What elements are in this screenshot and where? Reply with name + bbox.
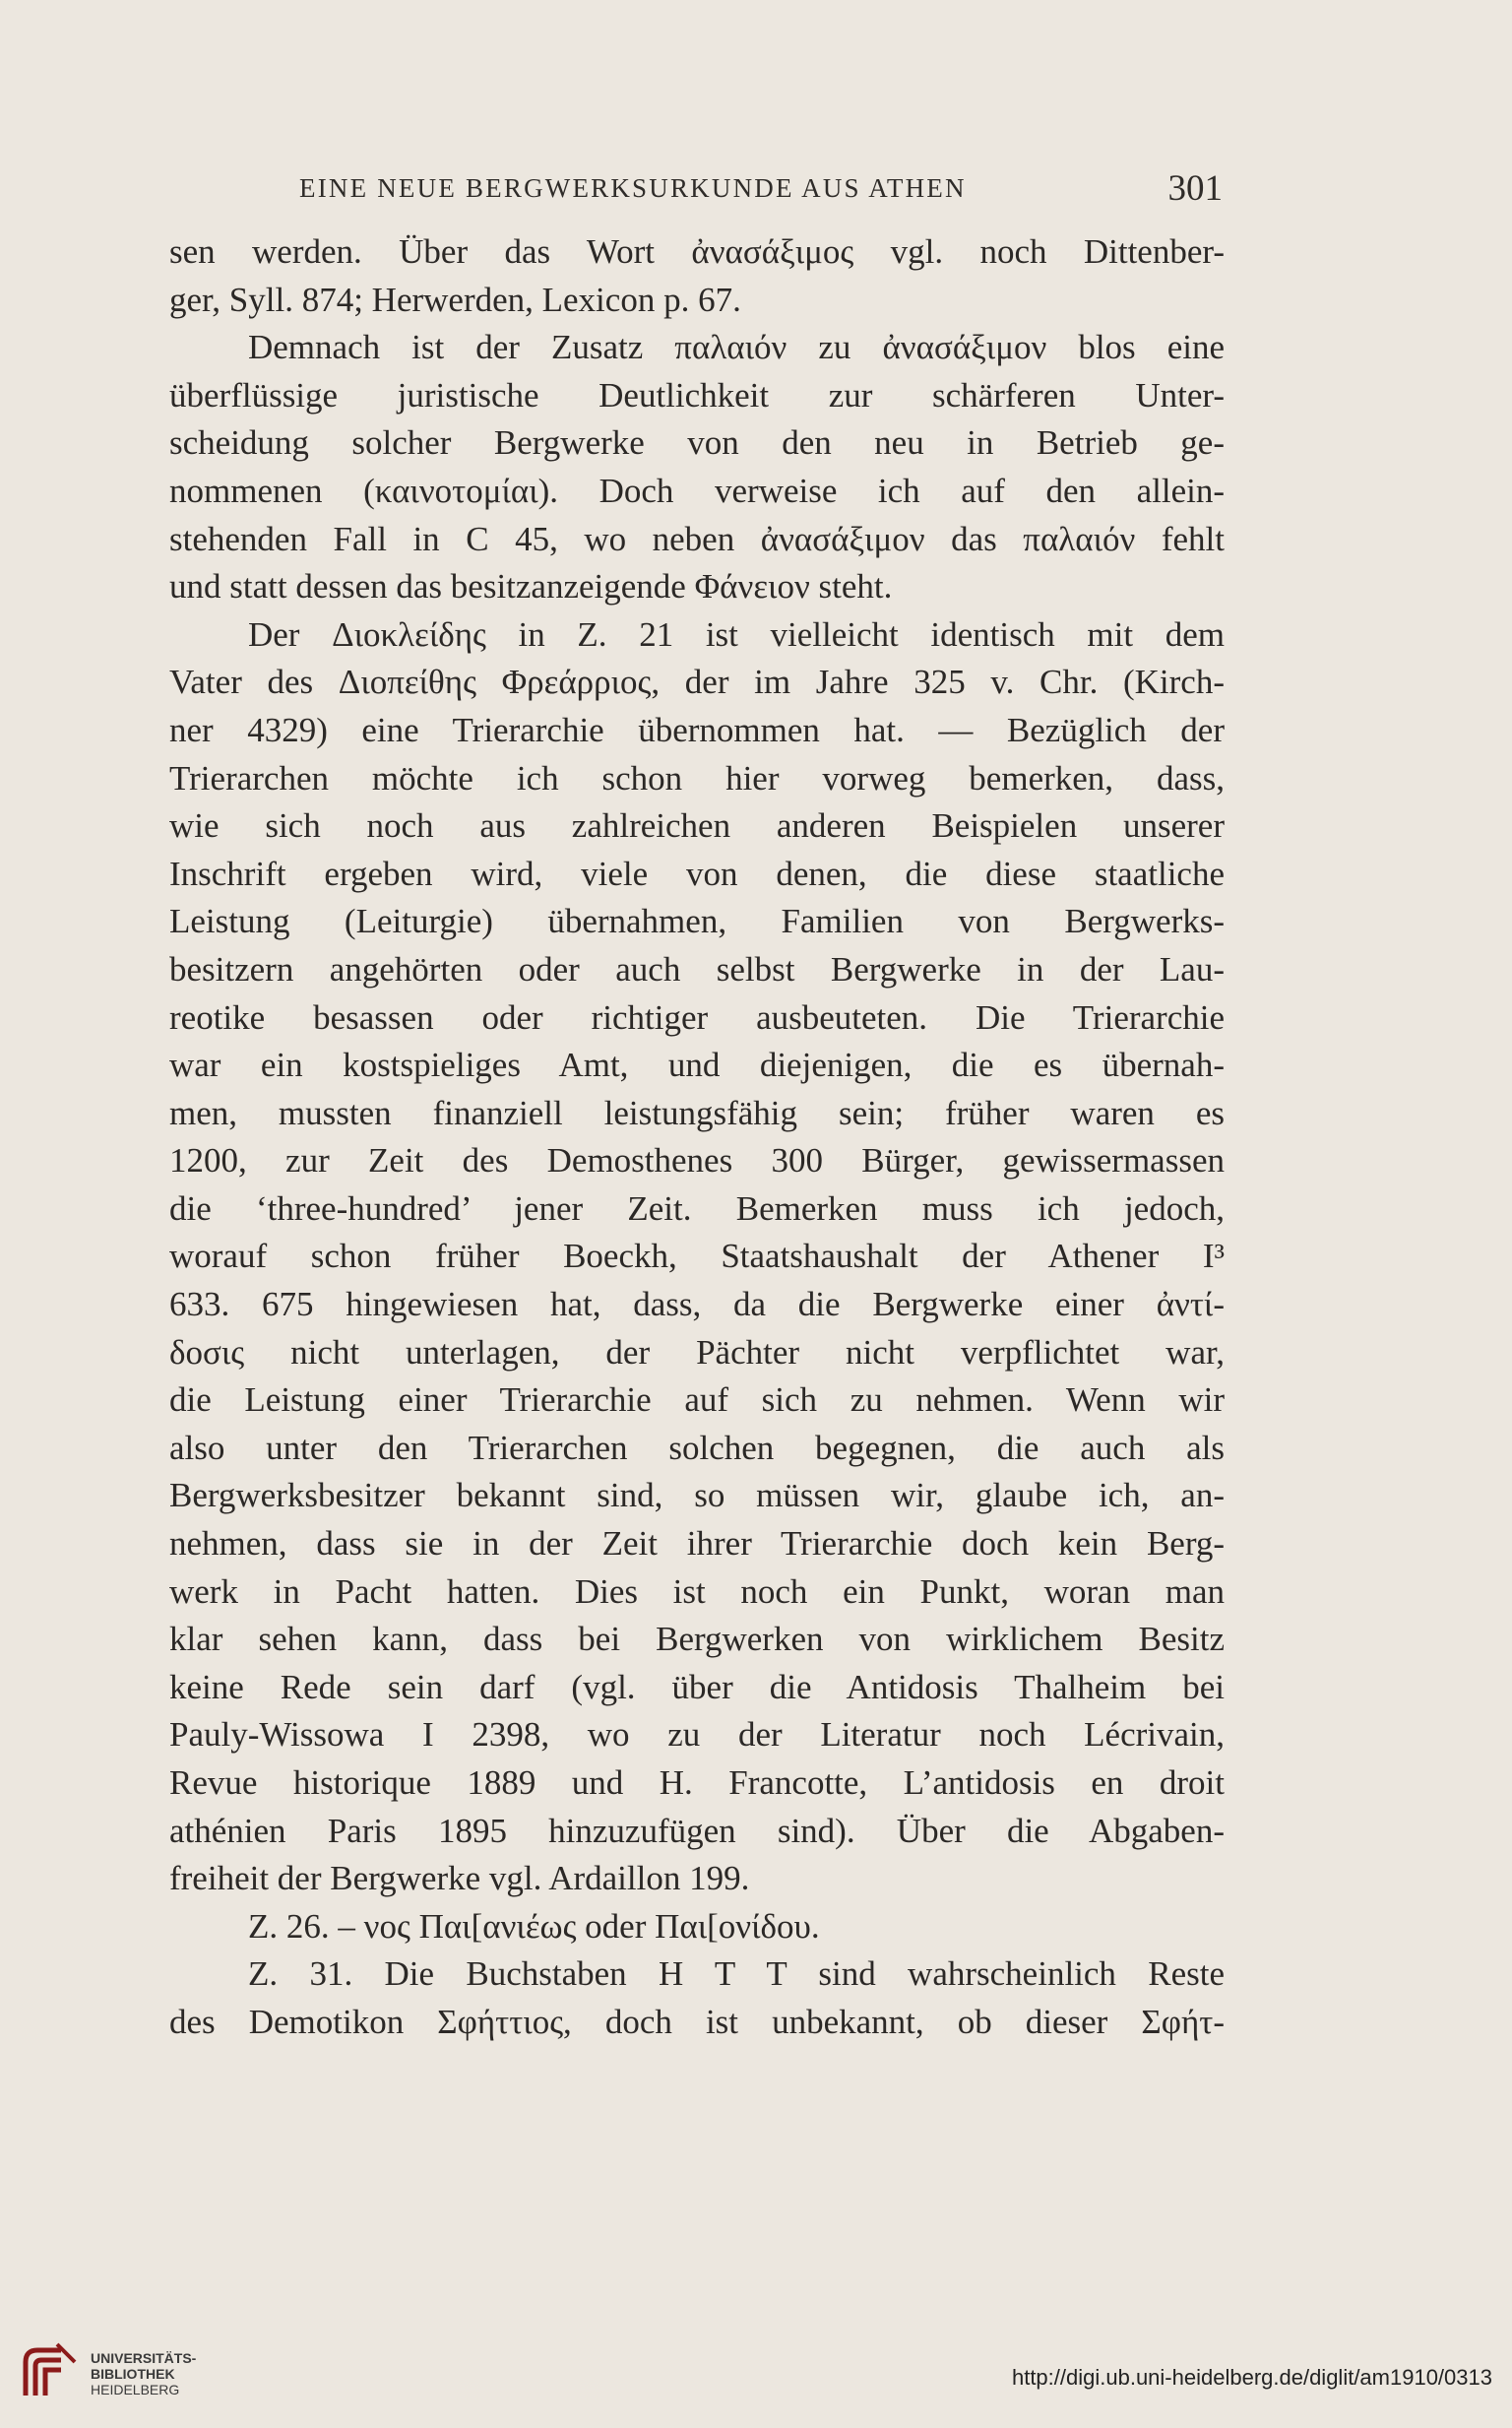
library-logo[interactable] xyxy=(18,2336,313,2407)
page-header xyxy=(169,167,1223,215)
text-line: sen werden. Über das Wort ἀνασάξιμος vgl. noch Dittenber- xyxy=(169,232,1225,271)
text-line: δοσις nicht unterlagen, der Pächter nicht verpflichtet war, xyxy=(169,1332,1225,1372)
text-line: war ein kostspieliges Amt, und diejenigen, die es übernah- xyxy=(169,1046,1225,1085)
text-line: besitzern angehörten oder auch selbst Bergwerke in der Lau- xyxy=(169,949,1225,989)
text-line: die Leistung einer Trierarchie auf sich zu nehmen. Wenn wir xyxy=(169,1380,1225,1420)
text-line: Pauly-Wissowa I 2398, wo zu der Literatur noch Lécrivain, xyxy=(169,1715,1225,1755)
text-line: Z. 31. Die Buchstaben Η Τ Τ sind wahrscheinlich Reste xyxy=(248,1954,1225,1994)
library-name-line: BIBLIOTHEK xyxy=(91,2366,175,2382)
library-name xyxy=(91,2350,196,2397)
source-url-link[interactable]: http://digi.ub.uni-heidelberg.de/diglit/am1910/0313 xyxy=(1011,2365,1492,2390)
text-line: Demnach ist der Zusatz παλαιόν zu ἀνασάξιμον blos eine xyxy=(248,328,1225,367)
text-line: athénien Paris 1895 hinzuzufügen sind). Über die Abgaben- xyxy=(169,1811,1225,1850)
text-line: nommenen (καινοτομίαι). Doch verweise ich auf den allein- xyxy=(169,471,1225,510)
text-line: stehenden Fall in C 45, wo neben ἀνασάξιμον das παλαιόν fehlt xyxy=(169,519,1225,558)
text-line: die ‘three-hundred’ jener Zeit. Bemerken muss ich jedoch, xyxy=(169,1188,1225,1228)
library-name-line: HEIDELBERG xyxy=(91,2382,180,2397)
library-name-line: UNIVERSITÄTS- xyxy=(91,2350,197,2366)
body-text xyxy=(169,228,1225,2047)
text-line: wie sich noch aus zahlreichen anderen Beispielen unserer xyxy=(169,806,1225,846)
text-line: Leistung (Leiturgie) übernahmen, Familien von Bergwerks- xyxy=(169,902,1225,941)
text-line: worauf schon früher Boeckh, Staatshaushalt der Athener I³ xyxy=(169,1237,1225,1276)
page-number: 301 xyxy=(1167,168,1223,209)
text-line: Der Διοκλείδης in Z. 21 ist vielleicht identisch mit dem xyxy=(248,614,1225,654)
text-line: Inschrift ergeben wird, viele von denen, die diese staatliche xyxy=(169,854,1225,893)
text-line: 633. 675 hingewiesen hat, dass, da die Bergwerke einer ἀντί- xyxy=(169,1285,1225,1324)
text-line: Z. 26. – νος Παι[ανιέως oder Παι[ονίδου. xyxy=(248,1906,820,1946)
text-line: men, mussten finanziell leistungsfähig sein; früher waren es xyxy=(169,1093,1225,1132)
ub-heidelberg-logo-icon xyxy=(18,2340,81,2403)
text-line: überflüssige juristische Deutlichkeit zur schärferen Unter- xyxy=(169,375,1225,415)
text-line: reotike besassen oder richtiger ausbeuteten. Die Trierarchie xyxy=(169,997,1225,1037)
text-line: nehmen, dass sie in der Zeit ihrer Trierarchie doch kein Berg- xyxy=(169,1524,1225,1564)
text-line: 1200, zur Zeit des Demosthenes 300 Bürger, gewissermassen xyxy=(169,1141,1225,1181)
text-line: also unter den Trierarchen solchen begegnen, die auch als xyxy=(169,1428,1225,1467)
text-line: Vater des Διοπείθης Φρεάρριος, der im Jahre 325 v. Chr. (Kirch- xyxy=(169,663,1225,702)
text-line: scheidung solcher Bergwerke von den neu in Betrieb ge- xyxy=(169,423,1225,463)
text-line: keine Rede sein darf (vgl. über die Antidosis Thalheim bei xyxy=(169,1667,1225,1706)
text-line: freiheit der Bergwerke vgl. Ardaillon 199. xyxy=(169,1859,750,1898)
text-line: Revue historique 1889 und H. Francotte, L’antidosis en droit xyxy=(169,1763,1225,1802)
running-head: EINE NEUE BERGWERKSURKUNDE AUS ATHEN xyxy=(299,173,967,203)
text-line: Bergwerksbesitzer bekannt sind, so müssen wir, glaube ich, an- xyxy=(169,1476,1225,1515)
text-line: und statt dessen das besitzanzeigende Φάνειον steht. xyxy=(169,567,893,607)
text-line: ger, Syll. 874; Herwerden, Lexicon p. 67. xyxy=(169,280,741,319)
text-line: ner 4329) eine Trierarchie übernommen hat. — Bezüglich der xyxy=(169,710,1225,749)
text-line: des Demotikon Σφήττιος, doch ist unbekannt, ob dieser Σφήτ- xyxy=(169,2002,1225,2041)
text-line: klar sehen kann, dass bei Bergwerken von wirklichem Besitz xyxy=(169,1620,1225,1659)
text-line: Trierarchen möchte ich schon hier vorweg bemerken, dass, xyxy=(169,758,1225,798)
text-line: werk in Pacht hatten. Dies ist noch ein Punkt, woran man xyxy=(169,1571,1225,1611)
